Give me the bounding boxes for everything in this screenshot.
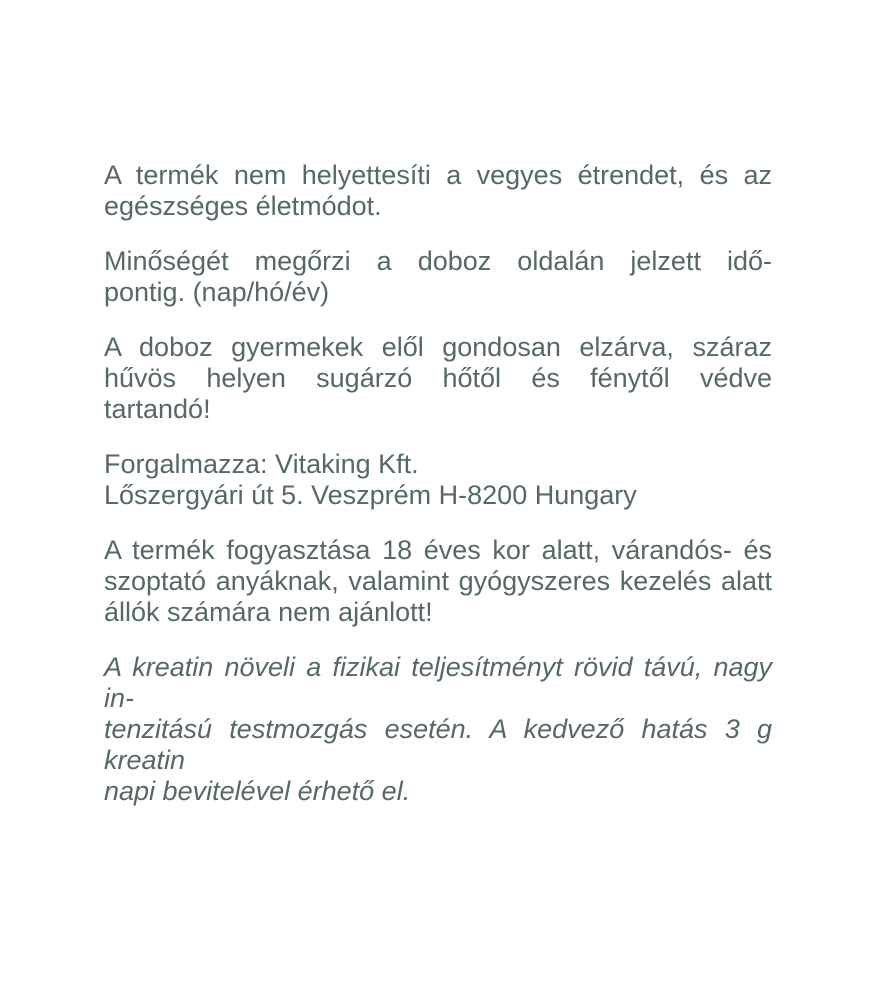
text-line: hűvös helyen sugárzó hőtől és fénytől védve — [104, 363, 772, 393]
paragraph-distributor — [104, 449, 772, 511]
paragraph-best-before — [104, 246, 772, 308]
paragraph-creatine-claim — [104, 652, 772, 807]
text-line: Forgalmazza: Vitaking Kft. — [104, 449, 419, 479]
text-line: szoptató anyáknak, valamint gyógyszeres kezelés alatt — [104, 566, 772, 596]
paragraph-age-warning — [104, 535, 772, 628]
text-line: A termék nem helyettesíti a vegyes étrendet, és az — [104, 160, 772, 190]
text-line: állók számára nem ajánlott! — [104, 597, 433, 627]
text-line: Minőségét megőrzi a doboz oldalán jelzett idő- — [104, 246, 772, 276]
text-line: egészséges életmódot. — [104, 191, 382, 221]
text-line: tartandó! — [104, 394, 211, 424]
text-line: A doboz gyermekek elől gondosan elzárva, száraz — [104, 332, 772, 362]
text-line: napi bevitelével érhető el. — [104, 776, 411, 806]
paragraph-varied-diet-disclaimer — [104, 160, 772, 222]
text-line: A termék fogyasztása 18 éves kor alatt, várandós- és — [104, 535, 772, 565]
paragraph-storage-instructions — [104, 332, 772, 425]
text-line: tenzitású testmozgás esetén. A kedvező hatás 3 g kreatin — [104, 714, 772, 775]
text-line: Lőszergyári út 5. Veszprém H-8200 Hungary — [104, 480, 637, 510]
text-line: A kreatin növeli a fizikai teljesítményt rövid távú, nagy in- — [104, 652, 772, 713]
text-line: pontig. (nap/hó/év) — [104, 277, 330, 307]
